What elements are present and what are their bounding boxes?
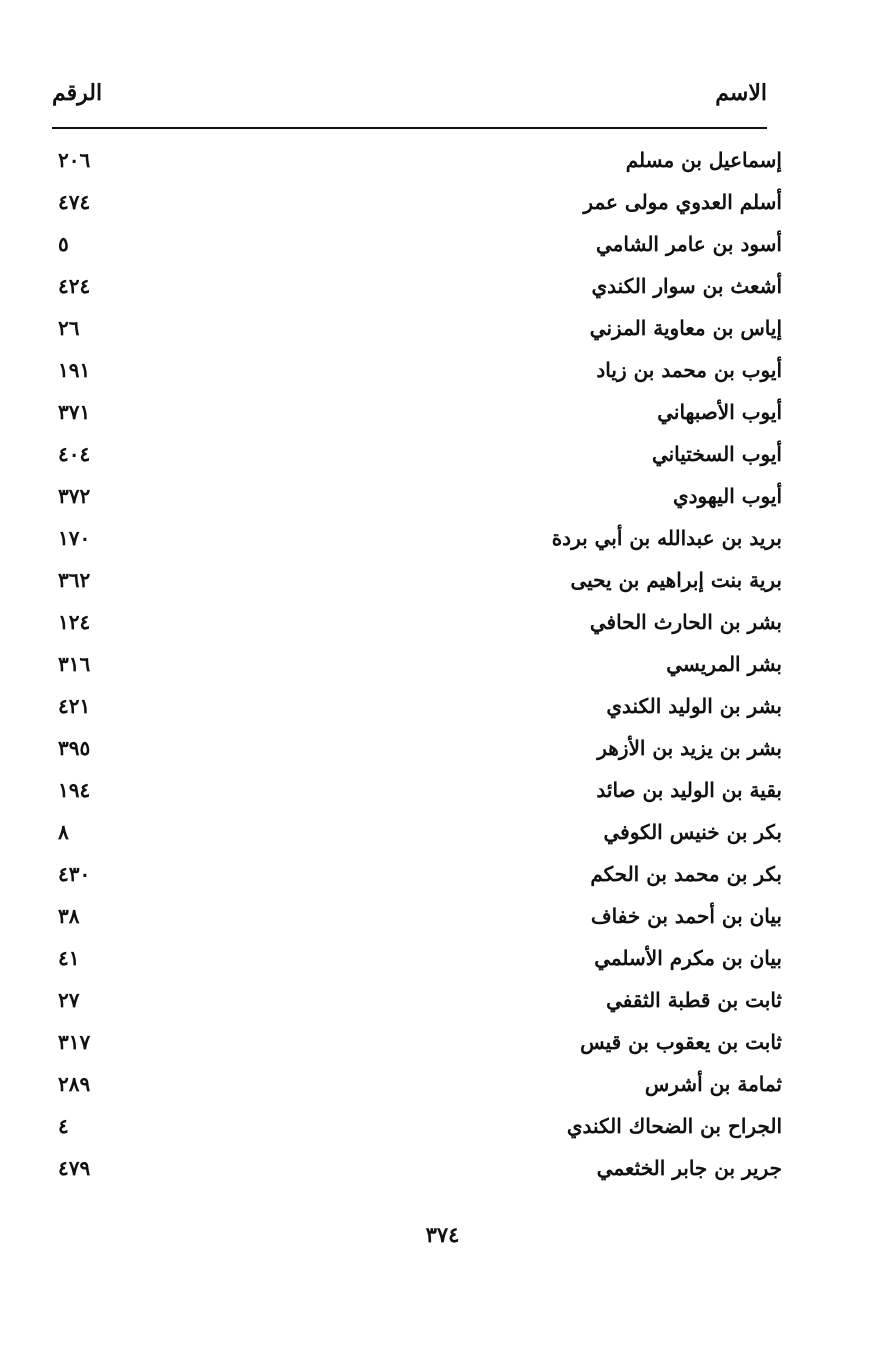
page-number: ٣٧٤ [425, 1222, 460, 1247]
entry-name: الجراح بن الضحاك الكندي [566, 1114, 782, 1138]
entry-number: ١٩١ [58, 358, 91, 382]
index-entry [52, 812, 782, 854]
index-entry [52, 770, 782, 812]
index-entries [52, 140, 782, 1190]
entry-number: ٣١٦ [58, 652, 91, 676]
entry-number: ٤٧٩ [58, 1156, 91, 1180]
entry-name: بشر بن يزيد بن الأزهر [597, 736, 782, 760]
entry-name: بقية بن الوليد بن صائد [596, 778, 782, 802]
entry-number: ٣٧١ [58, 400, 91, 424]
entry-number: ٣٨ [58, 904, 80, 928]
index-entry [52, 854, 782, 896]
index-entry [52, 476, 782, 518]
index-entry [52, 1106, 782, 1148]
entry-number: ٣٧٢ [58, 484, 91, 508]
entry-number: ٢٧ [58, 988, 80, 1012]
entry-name: بكر بن محمد بن الحكم [590, 862, 782, 886]
entry-number: ١٩٤ [58, 778, 91, 802]
header-divider [52, 127, 767, 129]
index-entry [52, 1148, 782, 1190]
index-entry [52, 938, 782, 980]
index-entry [52, 980, 782, 1022]
entry-name: ثمامة بن أشرس [644, 1072, 782, 1096]
entry-number: ٥ [58, 232, 69, 256]
entry-name: أيوب السختياني [651, 442, 782, 466]
entry-name: أشعث بن سوار الكندي [591, 274, 782, 298]
index-entry [52, 266, 782, 308]
entry-number: ٤٢١ [58, 694, 91, 718]
entry-name: بشر بن الوليد الكندي [606, 694, 782, 718]
index-entry [52, 560, 782, 602]
index-entry [52, 1022, 782, 1064]
entry-number: ٢٦ [58, 316, 80, 340]
table-header [52, 80, 767, 120]
entry-name: إسماعيل بن مسلم [625, 148, 782, 172]
index-entry [52, 434, 782, 476]
index-entry [52, 392, 782, 434]
index-entry [52, 224, 782, 266]
entry-name: جرير بن جابر الخثعمي [596, 1156, 782, 1180]
entry-number: ٣٩٥ [58, 736, 91, 760]
entry-number: ٤١ [58, 946, 80, 970]
entry-number: ٤ [58, 1114, 69, 1138]
entry-number: ٢٨٩ [58, 1072, 91, 1096]
index-entry [52, 728, 782, 770]
entry-name: بيان بن مكرم الأسلمي [594, 946, 782, 970]
entry-number: ٤٢٤ [58, 274, 91, 298]
name-column-header: الاسم [715, 80, 767, 106]
index-entry [52, 1064, 782, 1106]
entry-number: ٢٠٦ [58, 148, 91, 172]
index-entry [52, 602, 782, 644]
index-entry [52, 686, 782, 728]
index-entry [52, 896, 782, 938]
entry-name: برية بنت إبراهيم بن يحيى [570, 568, 782, 592]
entry-name: بريد بن عبدالله بن أبي بردة [551, 526, 782, 550]
entry-name: بشر بن الحارث الحافي [589, 610, 782, 634]
entry-number: ٣١٧ [58, 1030, 91, 1054]
entry-name: أسود بن عامر الشامي [596, 232, 782, 256]
entry-name: أيوب اليهودي [672, 484, 782, 508]
index-entry [52, 518, 782, 560]
index-entry [52, 350, 782, 392]
entry-number: ١٧٠ [58, 526, 91, 550]
index-entry [52, 182, 782, 224]
entry-name: ثابت بن قطبة الثقفي [606, 988, 782, 1012]
entry-name: بكر بن خنيس الكوفي [603, 820, 782, 844]
entry-number: ٨ [58, 820, 69, 844]
entry-number: ٣٦٢ [58, 568, 91, 592]
entry-number: ٤٧٤ [58, 190, 91, 214]
entry-name: بشر المريسي [666, 652, 782, 676]
entry-name: ثابت بن يعقوب بن قيس [580, 1030, 782, 1054]
index-entry [52, 308, 782, 350]
entry-number: ١٢٤ [58, 610, 91, 634]
entry-number: ٤٠٤ [58, 442, 91, 466]
index-entry [52, 644, 782, 686]
entry-name: إياس بن معاوية المزني [589, 316, 782, 340]
entry-name: أسلم العدوي مولى عمر [583, 190, 782, 214]
entry-name: أيوب الأصبهاني [657, 400, 782, 424]
entry-number: ٤٣٠ [58, 862, 91, 886]
entry-name: أيوب بن محمد بن زياد [596, 358, 782, 382]
number-column-header: الرقم [52, 80, 103, 106]
entry-name: بيان بن أحمد بن خفاف [590, 904, 782, 928]
index-entry [52, 140, 782, 182]
